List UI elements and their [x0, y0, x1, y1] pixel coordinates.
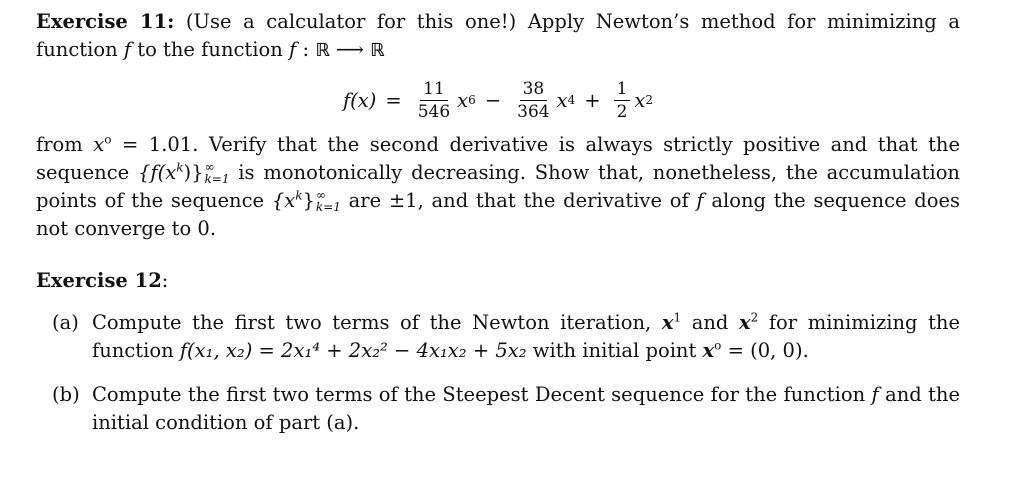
vector-x1: x: [661, 311, 674, 334]
display-formula: f(x) = $\frac{11}{546}$ x 6 − $\frac{38}{364}$ x 4 + $\frac{1}{2}$ x 2: [342, 78, 654, 122]
to-the-function-text: to the function: [137, 38, 283, 61]
reals-symbol: ℝ: [315, 40, 330, 61]
exercise-12-part-a: (a) Compute the first two terms of the Newton iteration, $x^1$ and $x^2$ for minimizing the function f(x₁, x₂) = 2x₁⁴ + 2x₂² − 4x₁x₂ + 5x₂ with initial point $x^o = (0$, 0).: [52, 309, 960, 365]
part-a-label: (a): [52, 311, 79, 334]
vector-x2: x: [738, 311, 751, 334]
exercise-11-title: Exercise 11: [36, 10, 168, 33]
arrow-symbol: ⟶: [335, 38, 364, 61]
exercise-12-part-b: (b) Compute the first two terms of the Steepest Decent sequence for the function f and the initial condition of part (a).: [52, 381, 960, 437]
function-symbol: f: [123, 38, 132, 61]
part-b-label: (b): [52, 383, 80, 406]
exercise-12-title: Exercise 12:: [36, 269, 169, 292]
exercise-11-paragraph: Exercise 11: (Use a calculator for this one!) Apply Newton’s method for minimizing a function f to the function f : ℝ ⟶ ℝ: [36, 10, 960, 61]
fraction-1-2: $\frac{1}{2}$: [614, 79, 631, 122]
initial-point: x: [93, 133, 105, 156]
sequence-f-xk: {f(x: [137, 161, 177, 184]
exercise-11-intro: (Use a calculator for this one!) Apply Newton’s method for minimizing a function: [36, 10, 960, 61]
exercise-11-body: from $x^o = 1.01$. Verify that the second derivative is always strictly positive and that the sequence $\{f(x^k)\}$ ∞ k=1 is monotonically decreasing. Show that, nonetheless, the accumulation points of the sequence $\{x^k\}$ ∞ k=1 are ±1, and that the derivative of f along the sequence does not converge to 0.: [36, 132, 961, 240]
function-definition: f(x₁, x₂) = 2x₁⁴ + 2x₂² − 4x₁x₂ + 5x₂: [179, 339, 527, 362]
fraction-11-546: $\frac{11}{546}$: [417, 78, 451, 122]
sequence-xk: {x: [271, 189, 296, 212]
fraction-38-364: $\frac{38}{364}$: [517, 78, 550, 122]
initial-point-vector: x: [702, 339, 715, 362]
formula-lhs: f(x): [342, 88, 377, 112]
